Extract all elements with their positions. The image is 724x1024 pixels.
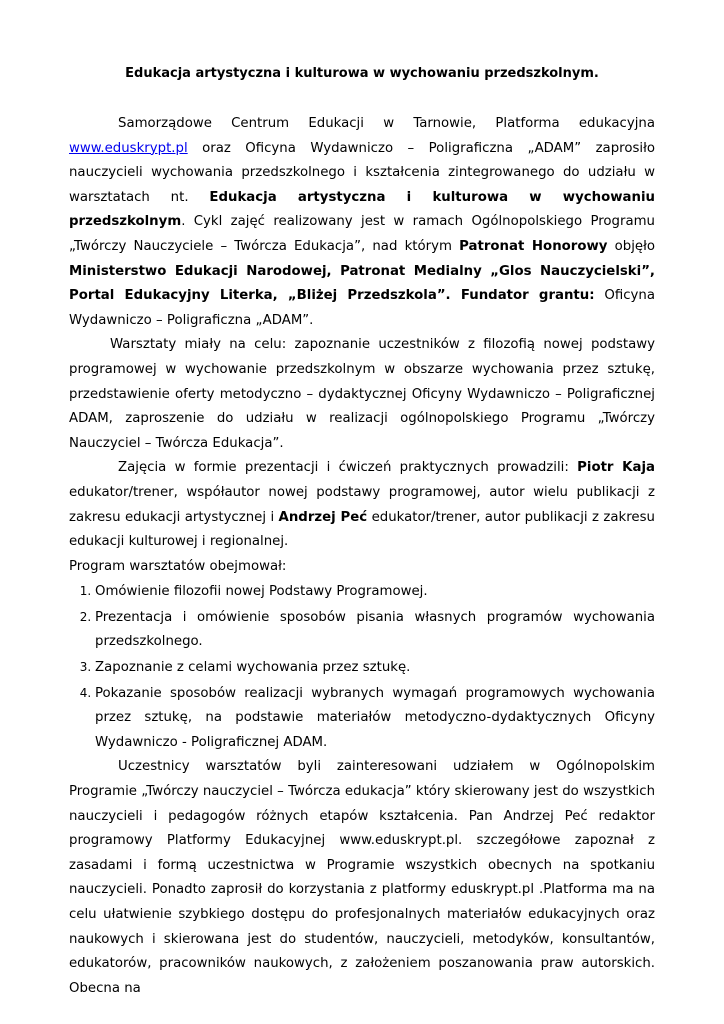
presenters-text-e: edukator/trener, autor publikacji z zakresu edukacji kulturowej i regionalnej.	[69, 509, 655, 550]
intro-bold-topic: Edukacja artystyczna i kulturowa w wychowaniu przedszkolnym	[69, 189, 655, 230]
intro-text-h: Oficyna Wydawniczo – Poligraficzna „ADAM”.	[69, 288, 655, 328]
intro-bold-patronat: Patronat Honorowy	[459, 238, 608, 254]
presenter-name-pec: Andrzej Peć	[278, 509, 368, 525]
list-item: 3. Zapoznanie z celami wychowania przez sztukę.	[95, 655, 655, 681]
presenters-text-c: edukator/trener, współautor nowej podstawy programowej, autor wielu publikacji z zakresu edukacji artystycznej i	[69, 484, 655, 525]
program-intro: Program warsztatów obejmował:	[69, 558, 287, 574]
document-title: Edukacja artystyczna i kulturowa w wychowaniu przedszkolnym.	[125, 66, 599, 81]
intro-text-d: . Cykl zajęć realizowany jest w ramach Ogólnopolskiego Programu „Twórczy Nauczyciele – Twórcza Edukacja”, nad którym	[69, 214, 655, 254]
eduskrypt-link[interactable]: www.eduskrypt.pl	[69, 140, 188, 156]
presenter-name-kaja: Piotr Kaja	[577, 460, 655, 476]
intro-text-b: oraz Oficyna Wydawniczo – Poligraficzna „ADAM” zaprosiło nauczycieli wychowania przedszkolnego i kształcenia zintegrowanego do udziału w warsztatach nt.	[69, 140, 655, 205]
list-item: 1. Omówienie filozofii nowej Podstawy Programowej.	[95, 579, 655, 605]
presenters-text-a: Zajęcia w formie prezentacji i ćwiczeń praktycznych prowadzili:	[118, 460, 578, 476]
list-item: 2. Prezentacja i omówienie sposobów pisania własnych programów wychowania przedszkolnego.	[95, 605, 655, 655]
program-list	[69, 579, 655, 755]
list-item: 4. Pokazanie sposobów realizacji wybranych wymagań programowych wychowania przez sztukę, na podstawie materiałów metodyczno-dydaktycznych Oficyny Wydawniczo - Poligraficznej ADAM.	[95, 681, 655, 756]
intro-text-f: objęło	[607, 238, 655, 254]
paragraph-intro	[69, 112, 655, 333]
paragraph-presenters	[69, 456, 655, 554]
paragraph-goals: Warsztaty miały na celu: zapoznanie uczestników z filozofią nowej podstawy programowej w wychowanie przedszkolnym w obszarze wychowania przez sztukę, przedstawienie oferty metodyczno – dydaktycznej Oficyny Wydawniczo – Poligraficznej ADAM, zaproszenie do udziału w realizacji ogólnopolskiego Programu „Twórczy Nauczyciel – Twórcza Edukacja”.	[69, 337, 655, 451]
intro-bold-patrons: Ministerstwo Edukacji Narodowej, Patronat Medialny „Glos Nauczycielski”, Portal Edukacyjny Literka, „Bliżej Przedszkola”. Fundator grantu:	[69, 263, 655, 304]
intro-text-a: Samorządowe Centrum Edukacji w Tarnowie, Platforma edukacyjna	[118, 116, 655, 131]
document-page	[69, 62, 655, 1001]
paragraph-participants: Uczestnicy warsztatów byli zainteresowani udziałem w Ogólnopolskim Programie „Twórczy nauczyciel – Twórcza edukacja” który skierowany jest do wszystkich nauczycieli i pedagogów różnych etapów kształcenia. Pan Andrzej Peć redaktor programowy Platformy Edukacyjnej www.eduskrypt.pl. szczegółowe zapoznał z zasadami i formą uczestnictwa w Programie wszystkich obecnych na spotkaniu nauczycieli. Ponadto zaprosił do korzystania z platformy eduskrypt.pl .Platforma ma na celu ułatwienie szybkiego dostępu do profesjonalnych materiałów edukacyjnych oraz naukowych i skierowana jest do studentów, nauczycieli, metodyków, konsultantów, edukatorów, pracowników naukowych, z założeniem poszanowania praw autorskich. Obecna na	[69, 759, 655, 996]
